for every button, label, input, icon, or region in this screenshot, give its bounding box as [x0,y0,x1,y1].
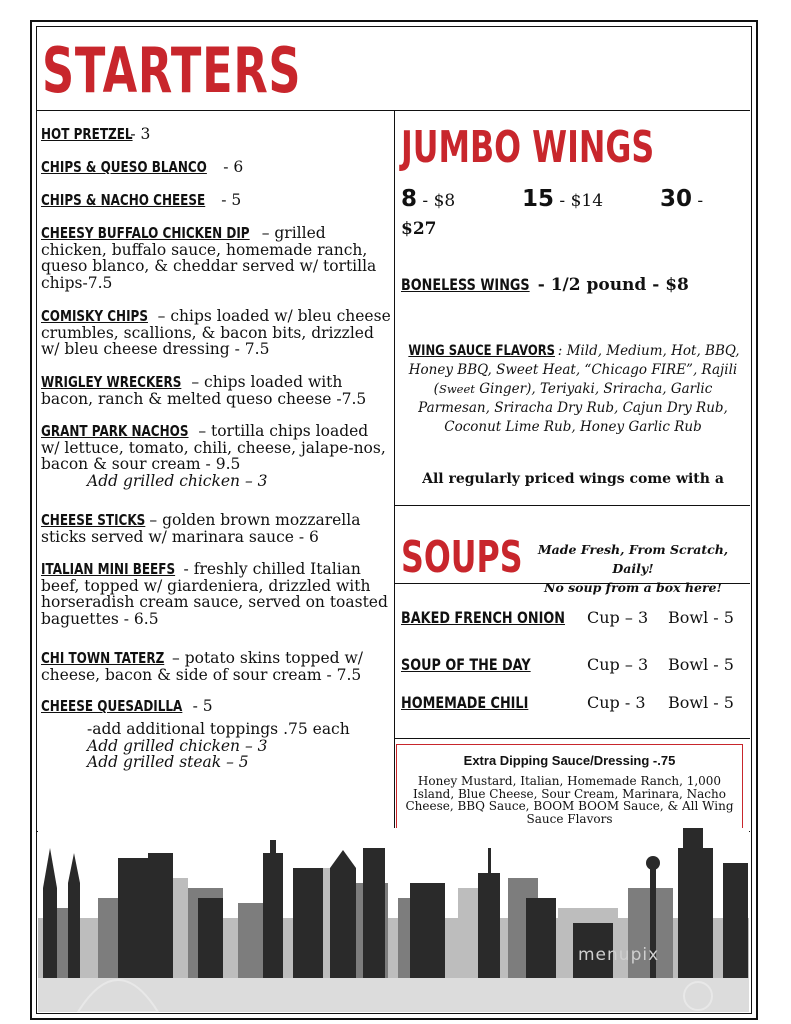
wings-note: All regularly priced wings come with a [422,471,724,487]
item-name: GRANT PARK NACHOS [41,422,189,440]
wing-count-30 [660,186,703,212]
menupix-watermark: menupix [578,945,660,965]
starters-title: STARTERS [42,34,302,107]
menu-item [41,374,391,407]
wing-count: 8 [401,186,418,212]
item-desc: - 5 [216,191,242,209]
menu-item [41,698,391,715]
wings-title: JUMBO WINGS [401,122,655,173]
dipping-list: Honey Mustard, Italian, Homemade Ranch, 1,000 Island, Blue Cheese, Sour Cream, Marinara, Nacho Cheese, BBQ Sauce, BOOM BOOM Sauce, & All Wing Sauce Flavors [405,774,734,826]
column-divider [394,110,395,832]
soups-tagline [518,540,748,597]
boneless-name: BONELESS WINGS [401,275,530,294]
soup-name: BAKED FRENCH ONION [401,608,565,627]
addon-chicken: Add grilled chicken – 3 [87,736,268,755]
wing-price-wrap: $27 [401,219,437,239]
item-name: COMISKY CHIPS [41,307,148,325]
item-name: HOT PRETZEL [41,125,133,143]
sauce-list-b: Ginger), Teriyaki, Sriracha, Garlic Parmesan, Sriracha Dry Rub, Cajun Dry Rub, Coconut Lime Rub, Honey Garlic Rub [418,381,728,435]
quesadilla-addons [87,721,387,771]
wing-price: - [692,191,704,211]
boneless-wings [401,275,689,295]
addon-steak: Add grilled steak – 5 [87,753,249,771]
item-name: CHEESE QUESADILLA [41,697,183,715]
wing-sauce-flavors [400,342,746,437]
soups-title: SOUPS [401,532,523,583]
menu-item [41,159,391,176]
sauce-sweet: Sweet [438,382,475,396]
menu-item [41,561,391,627]
wing-count-8 [401,186,455,212]
menu-item [41,650,391,683]
boneless-desc: - 1/2 pound - $8 [531,275,689,295]
item-desc: – potato skins topped w/ cheese, bacon & side of sour cream - 7.5 [41,649,363,684]
soup-bowl: Bowl - 5 [668,655,734,674]
wing-count: 15 [522,186,555,212]
wing-count: 30 [660,186,693,212]
item-desc: - 6 [218,158,244,176]
wings-soups-divider [395,505,750,506]
soups-tagline-2: No soup from a box here! [544,580,722,595]
soup-cup: Cup – 3 [587,655,649,674]
soup-bowl: Bowl - 5 [668,608,734,627]
soup-item [401,655,746,674]
dipping-title: Extra Dipping Sauce/Dressing -.75 [463,753,676,768]
wing-price: - $14 [554,191,604,211]
soup-item [401,608,746,627]
menu-item [41,192,391,209]
addon-toppings: -add additional toppings .75 each [87,720,350,738]
soups-bottom-divider [395,738,750,739]
sauce-label: WING SAUCE FLAVORS [408,343,556,359]
dipping-sauce-box [396,744,743,829]
soup-item [401,693,746,712]
wing-count-15 [522,186,603,212]
menu-item [41,126,391,143]
soups-tagline-1: Made Fresh, From Scratch, Daily! [537,542,729,576]
soup-name: HOMEMADE CHILI [401,693,529,712]
item-desc: - freshly chilled Italian beef, topped w/ giardeniera, drizzled with horseradish cream sauce, served on toasted baguettes - 6.5 [41,560,388,628]
menu-item [41,308,391,358]
soup-bowl: Bowl - 5 [668,693,734,712]
item-desc: – chips loaded w/ bleu cheese crumbles, scallions, & bacon bits, drizzled w/ bleu cheese dressing - 7.5 [41,307,391,358]
soup-name: SOUP OF THE DAY [401,655,531,674]
item-name: CHI TOWN TATERZ [41,649,165,667]
menu-item [41,512,391,545]
item-name: WRIGLEY WRECKERS [41,373,182,391]
item-addon: Add grilled chicken – 3 [87,471,268,490]
item-desc: – chips loaded with bacon, ranch & melted queso cheese -7.5 [41,373,367,408]
menu-item [41,225,391,291]
wing-price: - $8 [417,191,456,211]
item-name: CHEESY BUFFALO CHICKEN DIP [41,224,250,242]
item-name: ITALIAN MINI BEEFS [41,560,176,578]
soup-cup: Cup – 3 [587,608,649,627]
menu-item [41,423,391,489]
sauce-list-a: : Mild, Medium, Hot, BBQ, Honey BBQ, Sweet Heat, “Chicago FIRE”, Rajili ( [408,343,740,397]
item-name: CHEESE STICKS [41,511,146,529]
item-desc: – golden brown mozzarella sticks served w/ marinara sauce - 6 [41,511,361,546]
item-name: CHIPS & QUESO BLANCO [41,158,207,176]
item-desc: - 3 [125,125,151,143]
item-desc: – grilled chicken, buffalo sauce, homemade ranch, queso blanco, & cheddar served w/ tortilla chips-7.5 [41,224,377,292]
item-name: CHIPS & NACHO CHEESE [41,191,206,209]
item-desc: - 5 [187,697,213,715]
city-skyline-illustration [38,828,749,1012]
item-desc: – tortilla chips loaded w/ lettuce, tomato, chili, cheese, jalape-nos, bacon & sour cream - 9.5 [41,422,386,473]
soup-cup: Cup - 3 [587,693,646,712]
